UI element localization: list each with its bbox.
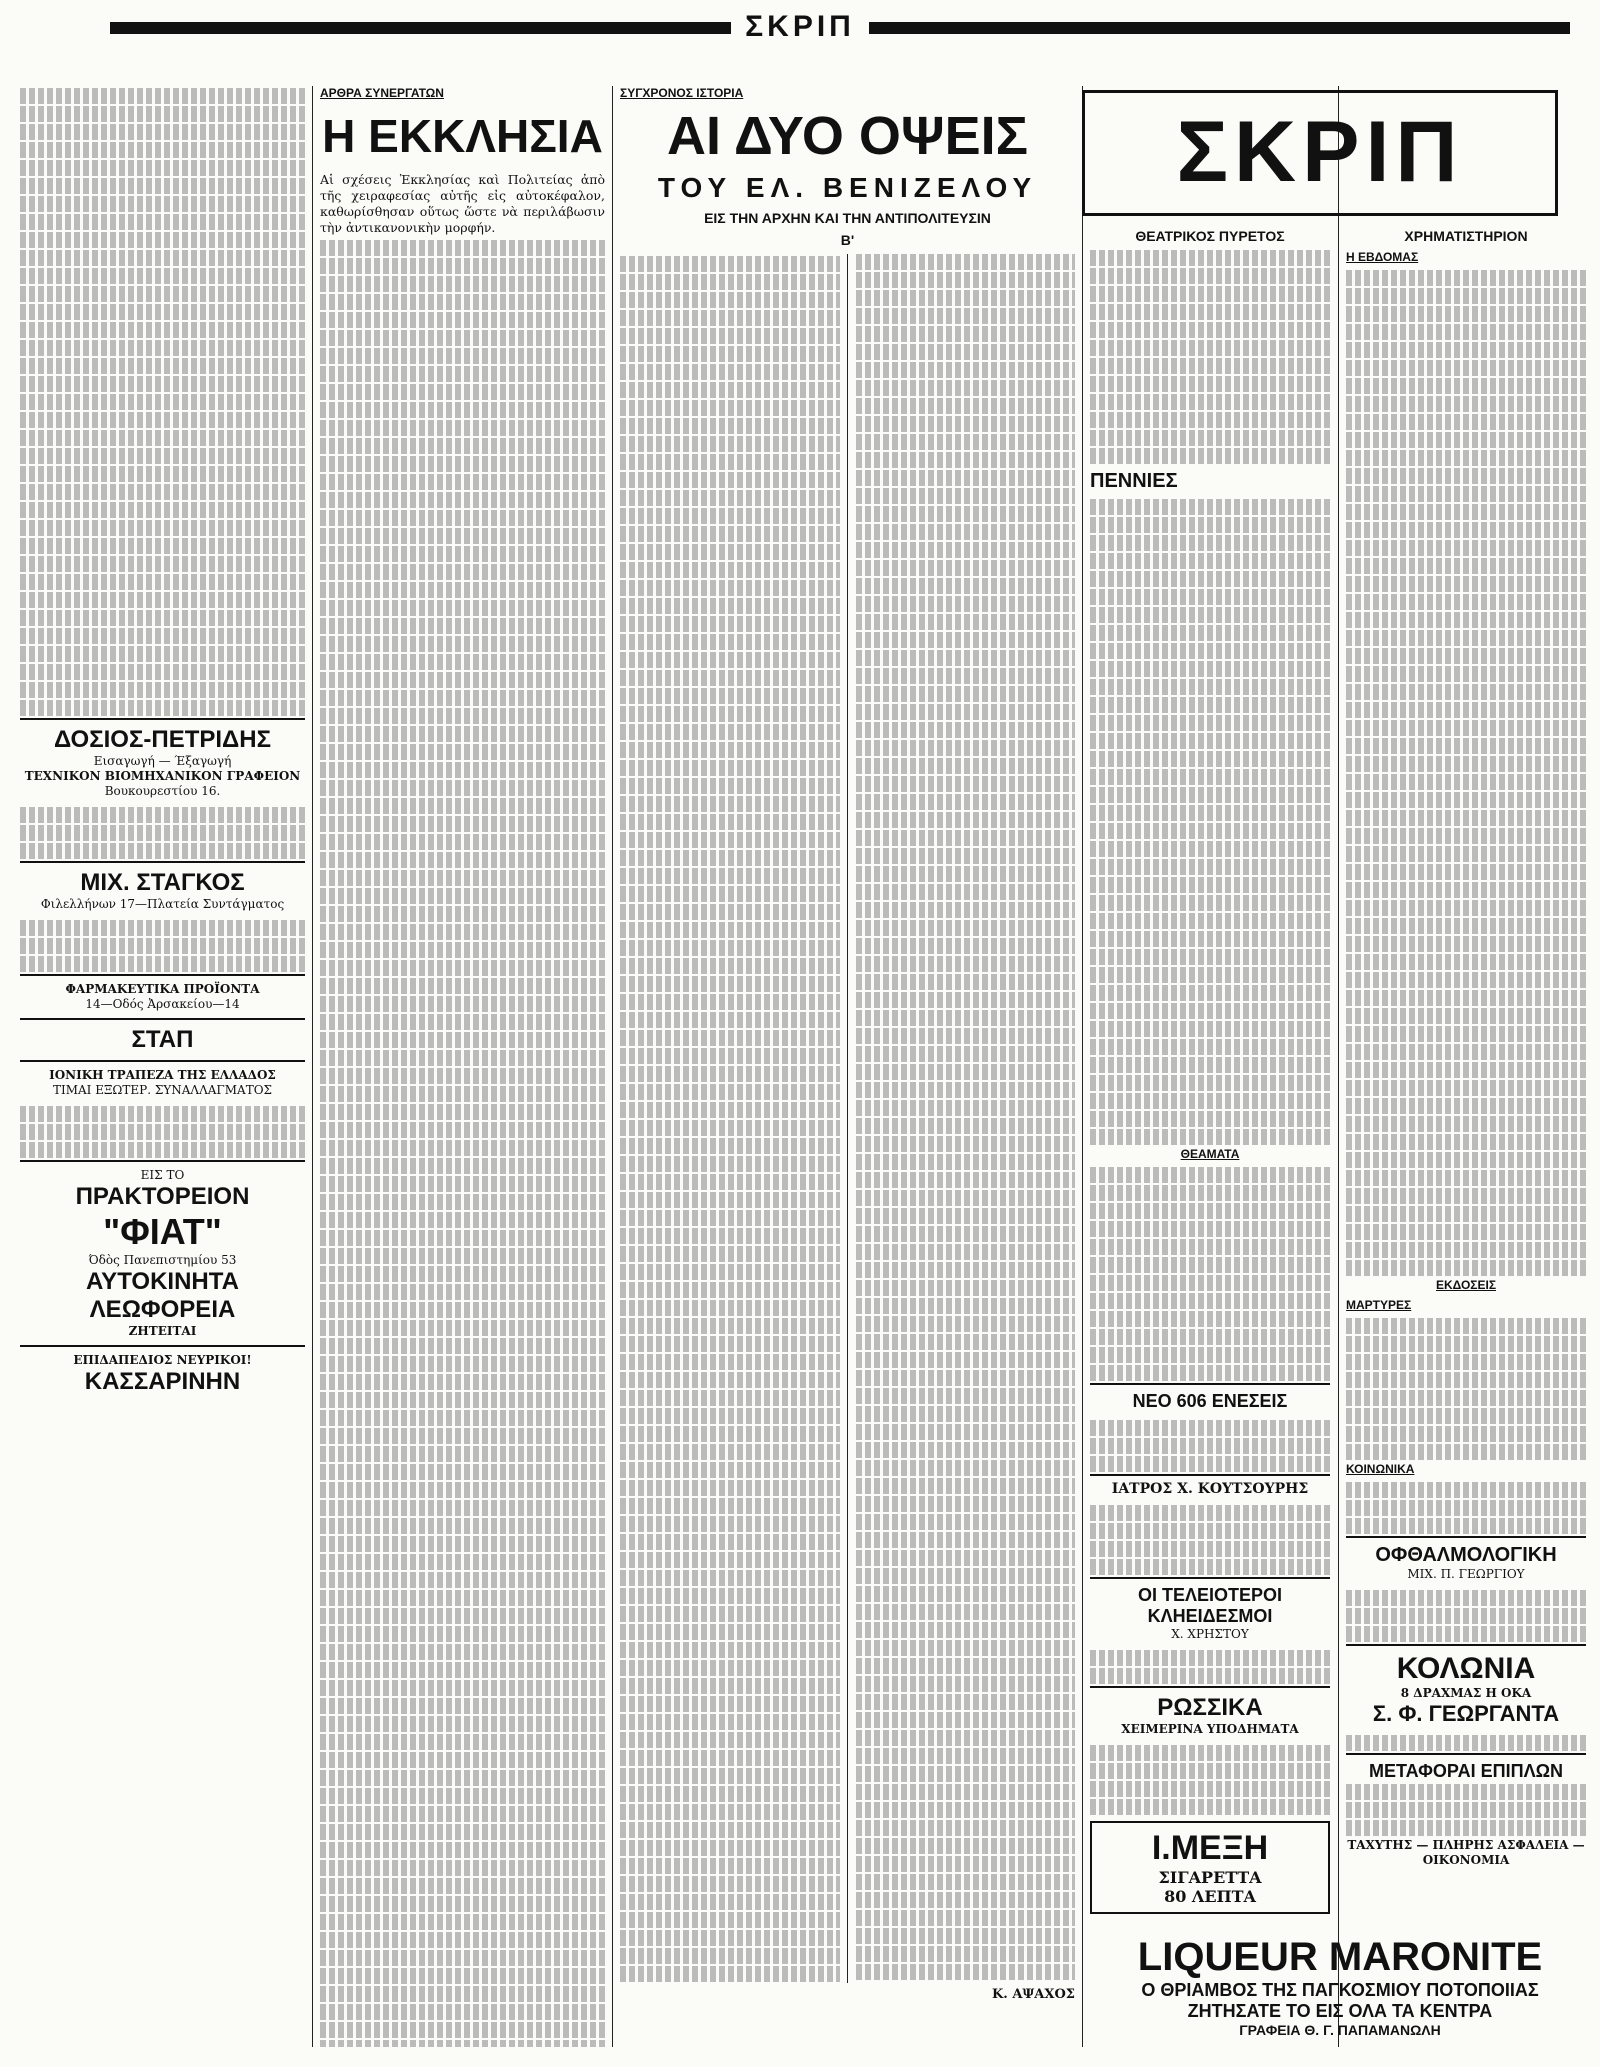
martyrs-heading: ΜΑΡΤΥΡΕΣ	[1346, 1298, 1412, 1312]
column-divider	[1338, 86, 1339, 2047]
masthead-title: ΣΚΡΙΠ	[0, 10, 1600, 44]
ad-ophthalmology: ΟΦΘΑΛΜΟΛΟΓΙΚΗ ΜΙΧ. Π. ΓΕΩΡΓΙΟΥ	[1346, 1536, 1586, 1588]
column-3	[620, 86, 1075, 2047]
shows-heading: ΘΕΑΜΑΤΑ	[1180, 1147, 1240, 1161]
ad-fiat: ΕΙΣ ΤΟ ΠΡΑΚΤΟΡΕΙΟΝ "ΦΙΑΤ" Όδὸς Πανεπιστημίου 53 ΑΥΤΟΚΙΝΗΤΑ ΛΕΩΦΟΡΕΙΑ ΖΗΤΕΙΤΑΙ	[20, 1160, 305, 1345]
skrip-banner: ΣΚΡΙΠ	[1082, 90, 1558, 216]
column-2	[320, 86, 605, 2047]
week-heading: Η ΕΒΔΟΜΑΣ	[1346, 250, 1419, 264]
column-5	[1346, 222, 1586, 2047]
ad-koutsouris: ΙΑΤΡΟΣ Χ. ΚΟΥΤΣΟΥΡΗΣ	[1090, 1474, 1330, 1503]
ad-stagkos: ΜΙΧ. ΣΤΑΓΚΟΣ Φιλελλήνων 17—Πλατεία Συντάγματος	[20, 861, 305, 918]
ad-mexi: Ι.ΜΕΞΗ ΣΙΓΑΡΕΤΤΑ 80 ΛΕΠΤΑ	[1090, 1821, 1330, 1914]
social-heading: ΚΟΙΝΩΝΙΚΑ	[1346, 1462, 1415, 1476]
column-divider	[1082, 86, 1083, 2047]
column-4	[1090, 222, 1330, 2047]
section-number: Β'	[840, 232, 855, 248]
penny-heading: ΠΕΝΝΙΕΣ	[1090, 470, 1178, 492]
column-1	[20, 86, 305, 2047]
ad-stap: ΣΤΑΠ	[20, 1018, 305, 1060]
ad-kassarini: ΕΠΙΔΑΠΕΔΙΟΣ ΝΕΥΡΙΚΟΙ! ΚΑΣΣΑΡΙΝΗΝ	[20, 1345, 305, 1402]
kicker: ΣΥΓΧΡΟΝΟΣ ΙΣΤΟΡΙΑ	[620, 86, 744, 100]
stock-heading: ΧΡΗΜΑΤΙΣΤΗΡΙΟΝ	[1404, 228, 1528, 244]
kicker: ΑΡΘΡΑ ΣΥΝΕΡΓΑΤΩΝ	[320, 86, 444, 100]
ad-ionian-bank: ΙΟΝΙΚΗ ΤΡΑΠΕΖΑ ΤΗΣ ΕΛΛΑΔΟΣ ΤΙΜΑΙ ΕΞΩΤΕΡ. ΣΥΝΑΛΛΑΓΜΑΤΟΣ	[20, 1060, 305, 1104]
ad-russika: ΡΩΣΣΙΚΑ ΧΕΙΜΕΡΙΝΑ ΥΠΟΔΗΜΑΤΑ	[1090, 1686, 1330, 1743]
article-paragraph: Αἱ σχέσεις Ἐκκλησίας καὶ Πολιτείας ἀπὸ τῆς χειραφεσίας αὐτῆς εἰς αὐτοκέφαλον, καθωρίσθησαν οὕτως ὥστε νὰ περιλάβωσιν τὴν ἀντικανονικὴν μορφήν.	[320, 172, 605, 235]
byline: Κ. ΑΨΑΧΟΣ	[992, 1987, 1075, 2002]
ad-maronite: LIQUEUR MARONITE Ο ΘΡΙΑΜΒΟΣ ΤΗΣ ΠΑΓΚΟΣΜΙΟΥ ΠΟΤΟΠΟΙΙΑΣ ΖΗΤΗΣΑΤΕ ΤΟ ΕΙΣ ΟΛΑ ΤΑ ΚΕΝΤΡΑ ΓΡΑΦΕΙΑ Θ. Γ. ΠΑΠΑΜΑΝΩΛΗ	[1137, 1935, 1543, 2038]
headline-two-faces: ΑΙ ΔΥΟ ΟΨΕΙΣ	[667, 106, 1028, 166]
masthead	[0, 0, 1600, 70]
ad-pharmaceutical: ΦΑΡΜΑΚΕΥΤΙΚΑ ΠΡΟΪΟΝΤΑ 14—Οδός Ἀρσακείου—14	[20, 974, 305, 1018]
ad-keys: ΟΙ ΤΕΛΕΙΟΤΕΡΟΙ ΚΛΗΕΙΔΕΣΜΟΙ Χ. ΧΡΗΣΤΟΥ	[1090, 1577, 1330, 1648]
headline-church: Η ΕΚΚΛΗΣΙΑ	[322, 110, 603, 162]
publications-heading: ΕΚΔΟΣΕΙΣ	[1435, 1278, 1497, 1292]
column-divider	[312, 86, 313, 2047]
ad-cologne: ΚΟΛΩΝΙΑ 8 ΔΡΑΧΜΑΣ Η ΟΚΑ Σ. Φ. ΓΕΩΡΓΑΝΤΑ	[1346, 1644, 1586, 1733]
column-divider	[612, 86, 613, 2047]
ad-dosios-petridis: ΔΟΣΙΟΣ-ΠΕΤΡΙΔΗΣ Εισαγωγή — Έξαγωγή ΤΕΧΝΙΚΟΝ ΒΙΟΜΗΧΑΝΙΚΟΝ ΓΡΑΦΕΙΟΝ Βουκουρεστίου 16.	[20, 718, 305, 805]
ad-neo-606: ΝΕΟ 606 ΕΝΕΣΕΙΣ	[1090, 1383, 1330, 1418]
subhead-venizelos: ΤΟΥ ΕΛ. ΒΕΝΙΖΕΛΟΥ	[657, 172, 1038, 203]
deck: ΕΙΣ ΤΗΝ ΑΡΧΗΝ ΚΑΙ ΤΗΝ ΑΝΤΙΠΟΛΙΤΕΥΣΙΝ	[704, 210, 991, 226]
ad-furniture-moving: ΜΕΤΑΦΟΡΑΙ ΕΠΙΠΛΩΝ ΤΑΧΥΤΗΣ — ΠΛΗΡΗΣ ΑΣΦΑΛΕΙΑ — ΟΙΚΟΝΟΜΙΑ	[1346, 1753, 1586, 1874]
theatre-heading: ΘΕΑΤΡΙΚΟΣ ΠΥΡΕΤΟΣ	[1135, 228, 1285, 244]
